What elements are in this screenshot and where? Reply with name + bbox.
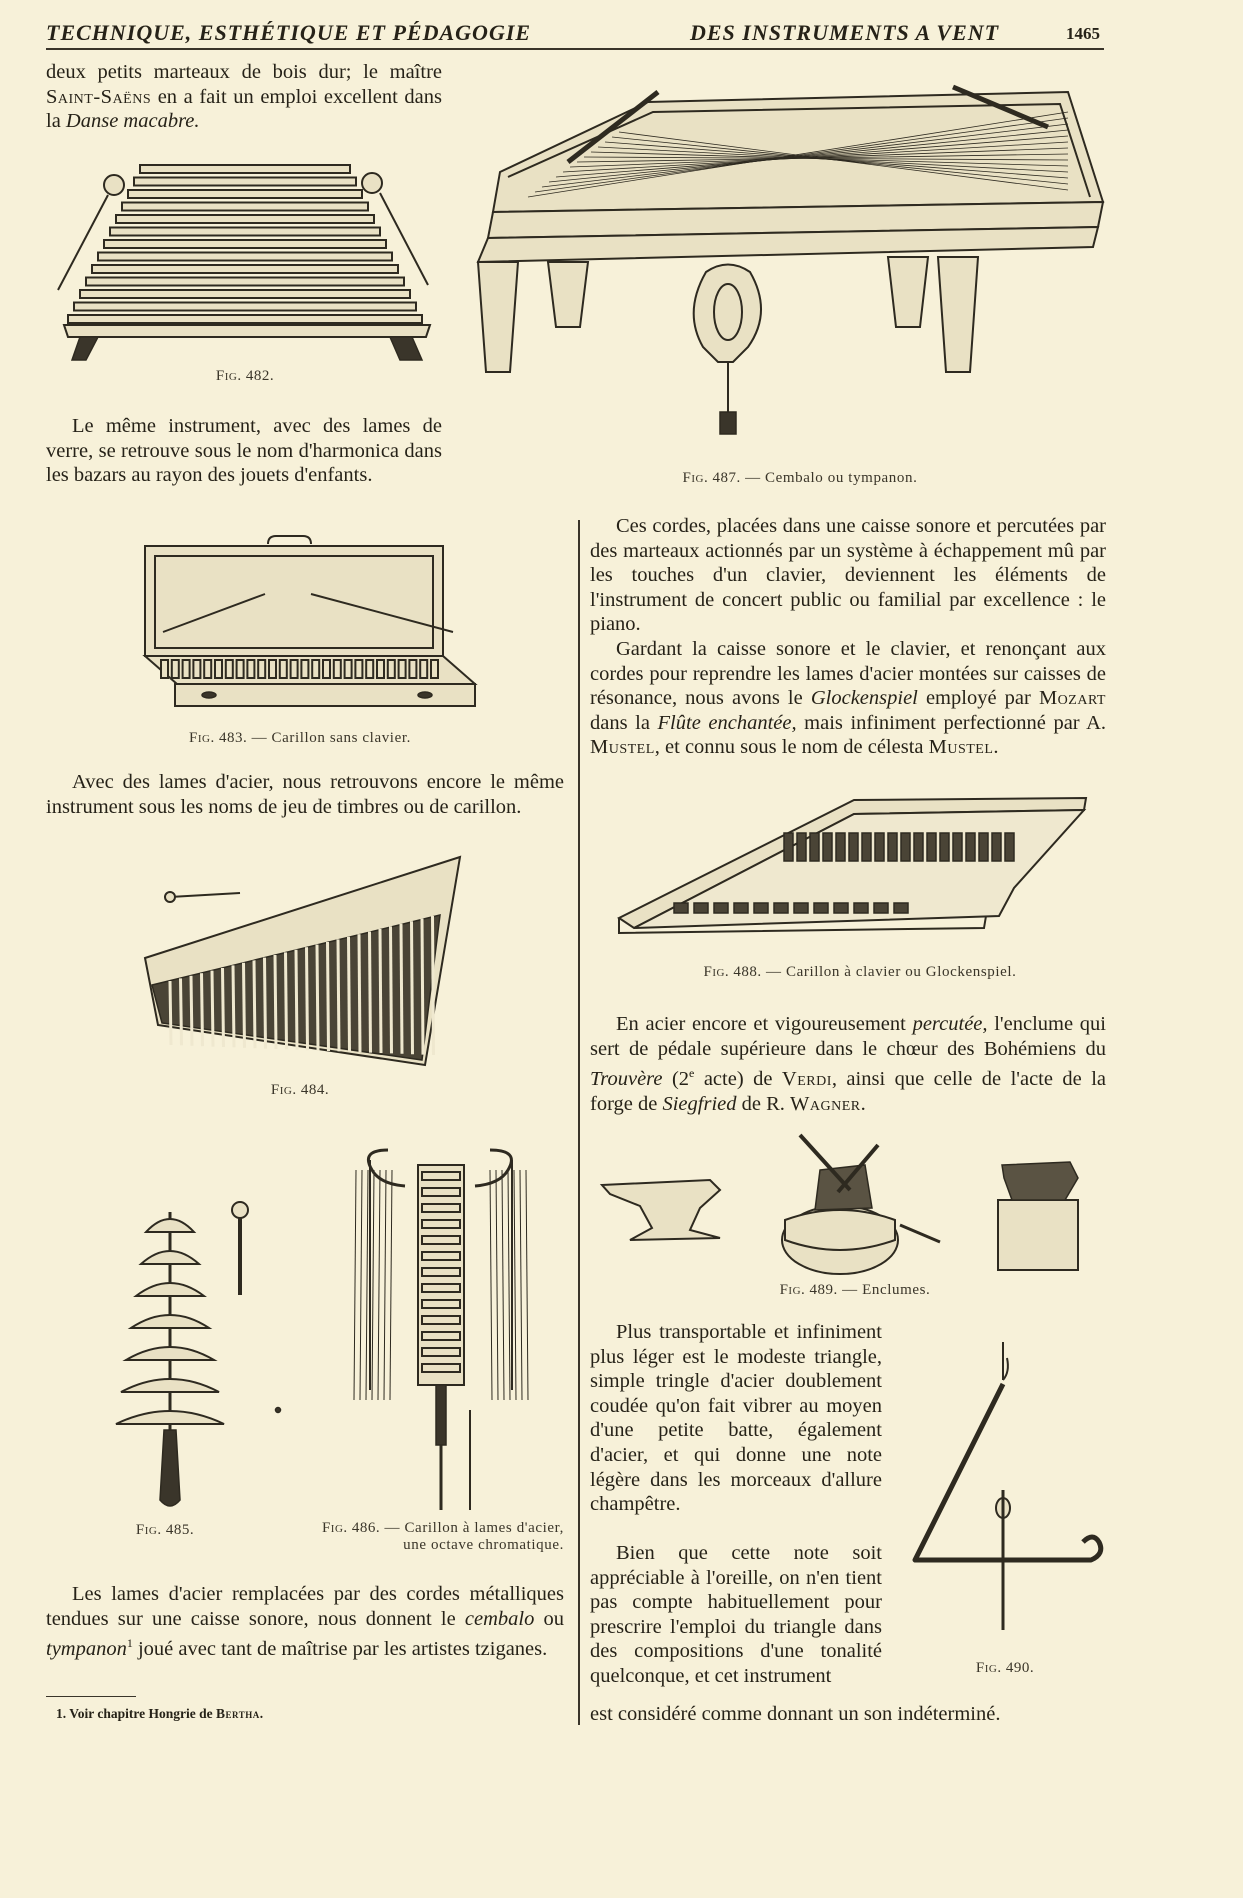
glockenspiel-key — [849, 833, 858, 861]
composer-name: Verdi — [781, 1068, 832, 1091]
work-title: Siegfried — [662, 1092, 737, 1115]
glockenspiel-key — [797, 833, 806, 861]
cembalo-leg — [938, 257, 978, 372]
lyre-bar — [422, 1268, 460, 1276]
glockenspiel-key — [694, 903, 708, 913]
glockenspiel-bar — [317, 945, 318, 1051]
glockenspiel-key — [901, 833, 910, 861]
text-run: joué avec tant de maîtrise par les artistes tziganes. — [132, 1638, 548, 1661]
glockenspiel-bar — [202, 973, 203, 1046]
glockenspiel-key — [914, 833, 923, 861]
lyre-fringe — [360, 1170, 362, 1400]
xylophone-bar — [98, 253, 392, 261]
fig483-carillon-box-illustration — [143, 534, 478, 714]
lyre-bar — [422, 1284, 460, 1292]
lyre-fringe — [520, 1170, 522, 1400]
fig490-number: Fig. 490. — [975, 1660, 1035, 1676]
lyre-bar — [422, 1348, 460, 1356]
carillon-key — [355, 660, 362, 678]
bell — [126, 1347, 214, 1360]
text-run: En acier encore et vigoureusement — [616, 1013, 913, 1035]
bell — [131, 1315, 209, 1328]
running-header-left: TECHNIQUE, ESTHÉTIQUE ET PÉDAGOGIE — [46, 20, 532, 45]
fig487-cembalo-illustration — [448, 72, 1108, 492]
fig486-caption — [312, 1520, 564, 1554]
text-run: Les lames d'acier remplacées par des cordes métalliques tendues sur une caisse sonore, nous donnent le — [46, 1583, 564, 1630]
lyre-fringe — [378, 1170, 380, 1400]
glockenspiel-key — [794, 903, 808, 913]
lyre-bar — [422, 1220, 460, 1228]
text-run: de R. — [736, 1092, 791, 1115]
carillon-key — [193, 660, 200, 678]
glockenspiel-key — [927, 833, 936, 861]
carillon-key — [269, 660, 276, 678]
fig489-caption — [740, 1282, 970, 1299]
fig486-description: — Carillon à lames d'acier, une octave chromatique. — [380, 1520, 564, 1553]
xylophone-bar — [80, 290, 410, 298]
lyre-fringe — [496, 1170, 498, 1400]
carillon-key — [280, 660, 287, 678]
fig487-description: — Cembalo ou tympanon. — [740, 470, 918, 486]
footnote — [56, 1706, 264, 1722]
carillon-key — [204, 660, 211, 678]
glockenspiel-bar — [422, 919, 423, 1055]
lyre-fringe — [390, 1170, 392, 1400]
carillon-key — [409, 660, 416, 678]
carillon-key — [345, 660, 352, 678]
glockenspiel-key — [784, 833, 793, 861]
lyre-bar — [422, 1172, 460, 1180]
fig490-caption — [955, 1660, 1055, 1677]
lyre-bar — [422, 1252, 460, 1260]
glockenspiel-bar — [412, 921, 413, 1054]
lyre-bar — [422, 1204, 460, 1212]
text-run: deux petits marteaux de bois dur; le maître — [46, 61, 442, 83]
bell — [146, 1219, 194, 1232]
bell — [141, 1251, 199, 1264]
glockenspiel-key — [823, 833, 832, 861]
carillon-key — [323, 660, 330, 678]
glockenspiel-key — [854, 903, 868, 913]
glockenspiel-bar — [286, 952, 287, 1049]
glockenspiel-bar — [338, 939, 339, 1051]
fig487-caption — [620, 470, 980, 487]
glockenspiel-key — [888, 833, 897, 861]
xylophone-bar — [68, 315, 422, 323]
fig485-caption — [110, 1522, 220, 1539]
lyre-bar — [422, 1332, 460, 1340]
bell — [116, 1411, 224, 1424]
italic-term: percutée, — [912, 1013, 988, 1035]
carillon-key — [420, 660, 427, 678]
glockenspiel-bar — [401, 924, 402, 1054]
lyre-bar — [422, 1316, 460, 1324]
glockenspiel-key — [834, 903, 848, 913]
fig486-number: Fig. 486. — [321, 1520, 381, 1536]
fig485-number: Fig. 485. — [135, 1522, 195, 1538]
lyre-fringe — [366, 1170, 368, 1400]
right-paragraph-3 — [590, 1012, 1106, 1116]
cembalo-leg — [548, 262, 588, 327]
fig488-caption — [650, 964, 1070, 981]
work-title: Flûte enchantée, — [657, 711, 797, 734]
glockenspiel-bar — [170, 981, 171, 1045]
glockenspiel-key — [836, 833, 845, 861]
running-header-right: DES INSTRUMENTS A VENT — [690, 20, 1000, 45]
glockenspiel-key — [862, 833, 871, 861]
text-run: en a fait un emploi excellent dans la — [46, 85, 442, 133]
footnote-author: Bertha. — [216, 1706, 264, 1721]
carillon-key — [161, 660, 168, 678]
glockenspiel-bar — [349, 937, 350, 1052]
work-title: Trouvère — [590, 1068, 663, 1091]
glockenspiel-key — [810, 833, 819, 861]
lyre-fringe — [502, 1170, 504, 1400]
work-title: Danse macabre. — [65, 110, 200, 133]
fig490-triangle-illustration — [905, 1340, 1105, 1640]
glockenspiel-bar — [275, 955, 276, 1049]
glockenspiel-bar — [223, 968, 224, 1047]
glockenspiel-key — [874, 903, 888, 913]
glockenspiel-key — [966, 833, 975, 861]
lyre-bar — [422, 1364, 460, 1372]
carillon-key — [312, 660, 319, 678]
right-paragraph-4: Plus transportable et infiniment plus léger est le modeste triangle, simple tringle d'acier doublement coudée qu'on fait vibrer au moyen d'une petite batte, également d'acier, et qui donne une note légère dans les morceaux d'allure champêtre. — [590, 1321, 882, 1516]
carillon-key — [388, 660, 395, 678]
composer-name: Wagner. — [790, 1092, 867, 1115]
glockenspiel-bar — [370, 932, 371, 1053]
carillon-key — [377, 660, 384, 678]
right-paragraph-1: Ces cordes, placées dans une caisse sonore et percutées par des marteaux actionnés par un système à échappement mû par les touches d'un clavier, deviennent les éléments de l'instrument de concert public ou familial par excellence : le piano. — [590, 515, 1106, 636]
glockenspiel-key — [674, 903, 688, 913]
composer-name: Saint-Saëns — [46, 85, 152, 108]
carillon-key — [366, 660, 373, 678]
lyre-fringe — [354, 1170, 356, 1400]
xylophone-bar — [116, 215, 374, 223]
carillon-key — [247, 660, 254, 678]
glockenspiel-key — [894, 903, 908, 913]
footnote-text: 1. Voir chapitre Hongrie de — [56, 1706, 217, 1721]
lyre-fringe — [490, 1170, 492, 1400]
glockenspiel-key — [875, 833, 884, 861]
carillon-key — [172, 660, 179, 678]
text-run: mais infiniment perfectionné par A. — [796, 711, 1106, 734]
text-run: dans la — [590, 711, 658, 734]
fig483-description: — Carillon sans clavier. — [247, 730, 411, 746]
fig487-number: Fig. 487. — [682, 470, 741, 486]
header-rule — [46, 48, 1104, 50]
fig485-bell-tree-illustration — [100, 1200, 290, 1520]
glockenspiel-key — [953, 833, 962, 861]
carillon-key — [258, 660, 265, 678]
maker-name: Mustel — [590, 736, 655, 759]
text-run: (2 — [662, 1068, 690, 1091]
text-run: employé par — [917, 687, 1039, 710]
glockenspiel-bar — [307, 947, 308, 1050]
right-paragraph-5: Bien que cette note soit appréciable à l'oreille, on n'en tient pas compte habituellement pour prescrire l'emploi du triangle dans des compositions d'une tonalité quelconque, et cet instrument — [590, 1542, 882, 1687]
maker-name: Mustel. — [928, 736, 1000, 759]
italic-term: tympanon — [46, 1638, 127, 1661]
page-number: 1465 — [1066, 24, 1100, 43]
fig483-number: Fig. 483. — [189, 730, 248, 746]
cembalo-leg — [478, 262, 518, 372]
carillon-key — [215, 660, 222, 678]
glockenspiel-bar — [433, 916, 434, 1055]
fig489-anvils-illustration — [600, 1130, 1100, 1280]
text-run: acte) de — [694, 1068, 782, 1091]
glockenspiel-key — [714, 903, 728, 913]
fig488-description: — Carillon à clavier ou Glockenspiel. — [761, 964, 1017, 980]
xylophone-bar — [74, 303, 416, 311]
glockenspiel-bar — [181, 978, 182, 1045]
glockenspiel-key — [992, 833, 1001, 861]
glockenspiel-bar — [254, 960, 255, 1048]
fig483-caption — [80, 730, 520, 747]
carillon-key — [291, 660, 298, 678]
footnote-rule — [46, 1696, 136, 1697]
glockenspiel-bar — [233, 965, 234, 1047]
glockenspiel-key — [1005, 833, 1014, 861]
footnote-ref: 1 — [126, 1636, 133, 1651]
fig482-number: Fig. 482. — [215, 368, 275, 384]
glockenspiel-bar — [244, 963, 245, 1048]
glockenspiel-bar — [212, 971, 213, 1047]
italic-term: Glockenspiel — [810, 687, 918, 710]
lyre-fringe — [514, 1170, 516, 1400]
lyre-bar — [422, 1188, 460, 1196]
left-paragraph-3: Avec des lames d'acier, nous retrouvons encore le même instrument sous les noms de jeu de timbres ou de carillon. — [46, 771, 564, 818]
fig486-lyre-illustration — [350, 1130, 560, 1520]
left-paragraph-1 — [46, 60, 442, 134]
carillon-key — [399, 660, 406, 678]
glockenspiel-bar — [191, 976, 192, 1046]
xylophone-bar — [140, 165, 350, 173]
lyre-bar — [422, 1236, 460, 1244]
text-run: ou — [534, 1607, 564, 1630]
fig482-caption — [175, 368, 315, 385]
carillon-key — [226, 660, 233, 678]
glockenspiel-bar — [328, 942, 329, 1051]
glockenspiel-key — [940, 833, 949, 861]
fig484-number: Fig. 484. — [270, 1082, 330, 1098]
carillon-key — [183, 660, 190, 678]
xylophone-bar — [110, 228, 380, 236]
right-paragraph-2 — [590, 637, 1106, 760]
lyre-fringe — [508, 1170, 510, 1400]
glockenspiel-bar — [391, 926, 392, 1053]
text-run: Gardant la caisse sonore et le clavier, et renonçant aux cordes pour reprendre les lames d'acier montées sur caisses de résonance, nous avons le — [590, 638, 1106, 710]
text-run: , et connu sous le nom de célesta — [654, 736, 929, 759]
lyre-fringe — [384, 1170, 386, 1400]
xylophone-bar — [92, 265, 398, 273]
xylophone-bar — [128, 190, 362, 198]
text-run: , ainsi que celle de l'acte de la forge de — [590, 1068, 1106, 1115]
text-run: l'enclume qui sert de pédale supérieure dans le chœur des Bohémiens du — [590, 1013, 1106, 1060]
fig488-keyboard-glockenspiel-illustration — [614, 788, 1094, 958]
glockenspiel-key — [814, 903, 828, 913]
right-paragraph-5-tail: est considéré comme donnant un son indéterminé. — [590, 1703, 1001, 1725]
fig484-caption — [230, 1082, 370, 1099]
left-paragraph-2: Le même instrument, avec des lames de verre, se retrouve sous le nom d'harmonica dans les bazars au rayon des jouets d'enfants. — [46, 415, 442, 487]
xylophone-bar — [86, 278, 404, 286]
carillon-key — [301, 660, 308, 678]
lyre-bar — [422, 1300, 460, 1308]
italic-term: cembalo — [464, 1607, 535, 1630]
cembalo-leg — [888, 257, 928, 327]
composer-name: Mozart — [1038, 687, 1106, 710]
fig489-number: Fig. 489. — [779, 1282, 838, 1298]
column-divider — [578, 520, 580, 1725]
glockenspiel-key — [754, 903, 768, 913]
glockenspiel-bar — [380, 929, 381, 1053]
fig489-description: — Enclumes. — [837, 1282, 931, 1298]
left-paragraph-4 — [46, 1582, 564, 1662]
fig484-glockenspiel-illustration — [140, 855, 470, 1075]
bell — [136, 1283, 204, 1296]
bell — [121, 1379, 219, 1392]
glockenspiel-key — [774, 903, 788, 913]
glockenspiel-key — [734, 903, 748, 913]
xylophone-bar — [104, 240, 386, 248]
fig488-number: Fig. 488. — [703, 964, 762, 980]
glockenspiel-bar — [265, 958, 266, 1049]
glockenspiel-bar — [359, 934, 360, 1052]
xylophone-bar — [122, 203, 368, 211]
glockenspiel-bar — [296, 950, 297, 1050]
superscript: e — [689, 1066, 695, 1081]
lyre-fringe — [372, 1170, 374, 1400]
lyre-fringe — [526, 1170, 528, 1400]
carillon-key — [334, 660, 341, 678]
fig482-xylophone-illustration — [50, 155, 440, 365]
xylophone-bar — [134, 178, 356, 186]
carillon-key — [431, 660, 438, 678]
glockenspiel-key — [979, 833, 988, 861]
carillon-key — [237, 660, 244, 678]
